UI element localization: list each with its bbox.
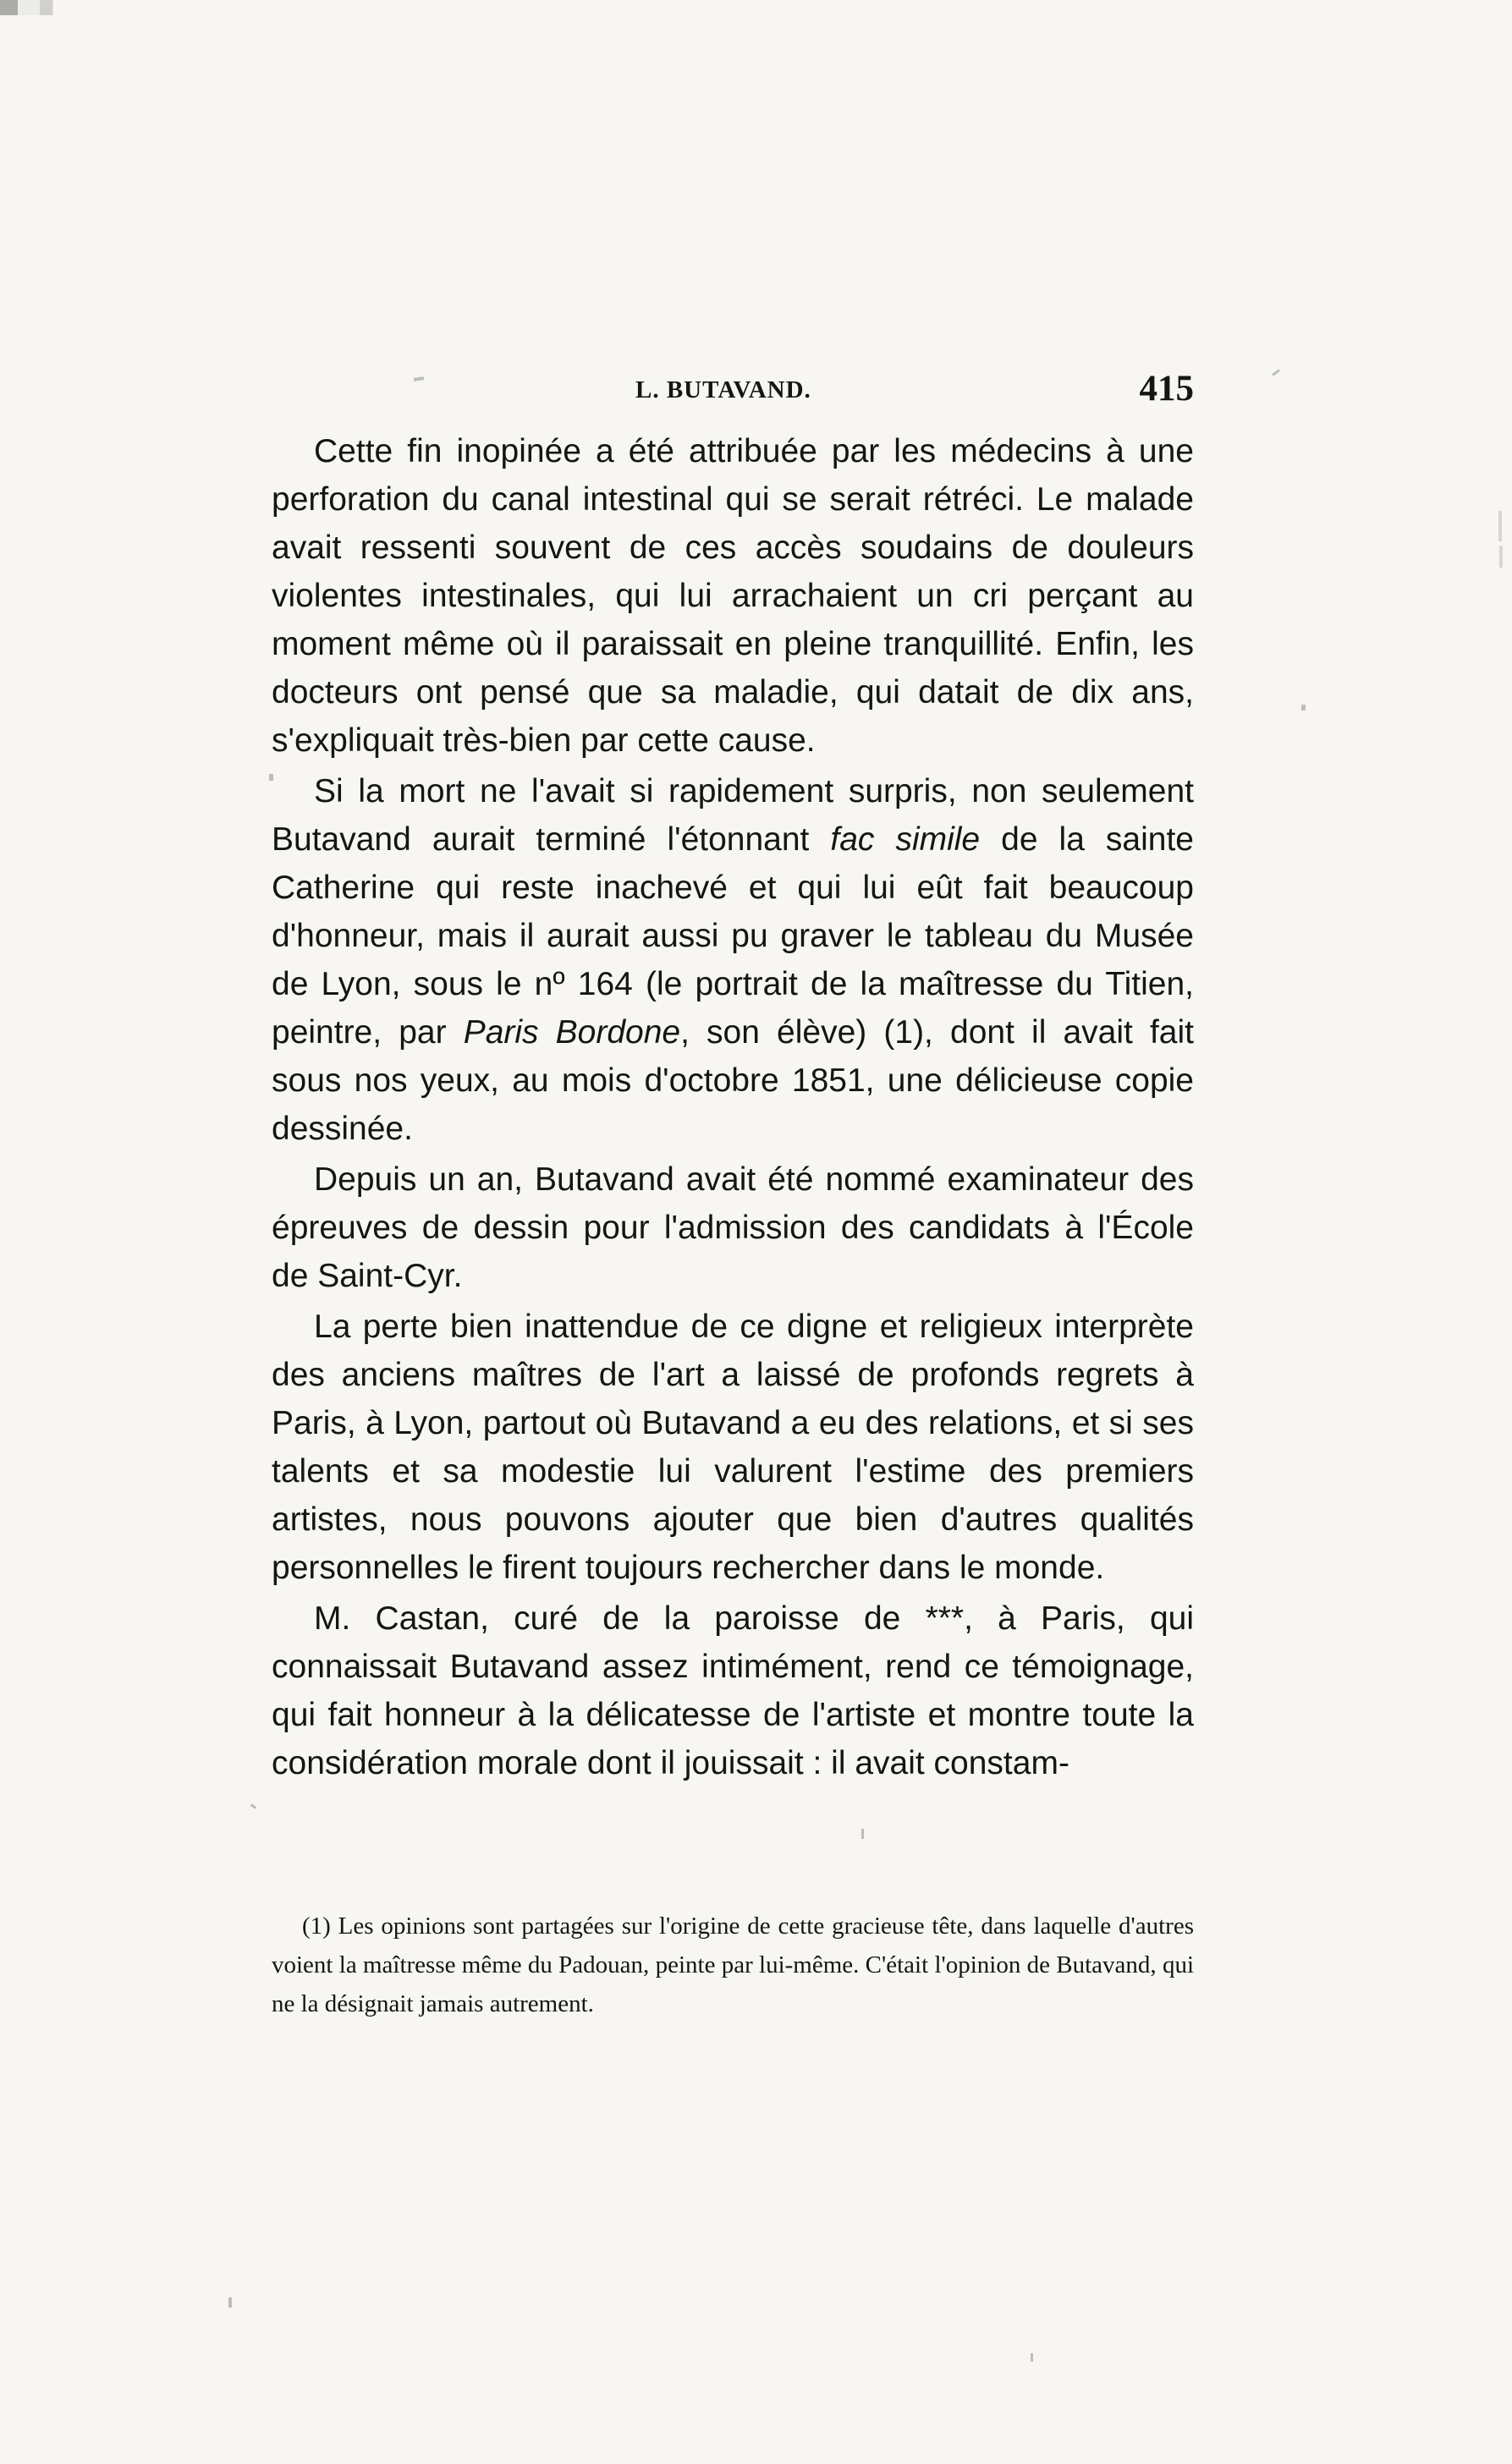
paragraph-text-segment: Si la mort ne l'avait si rapidement surpris, non seulement Butavand aurait terminé l'étonnant [272, 773, 1194, 858]
running-title: L. BUTAVAND. [635, 376, 811, 403]
paragraph-illness: Cette fin inopinée a été attribuée par les médecins à une perforation du canal intestinal qui se serait rétréci. Le malade avait ressenti souvent de ces accès soudains de douleurs violentes intestinales, qui lui arrachaient un cri perçant au moment même où il paraissait en pleine tranquillité. Enfin, les docteurs ont pensé que sa maladie, qui datait de dix ans, s'expliquait très-bien par cette cause. [272, 433, 1194, 759]
paragraph-castan-testimony: M. Castan, curé de la paroisse de ***, à Paris, qui connaissait Butavand assez intimément, rend ce témoignage, qui fait honneur à la délicatesse de l'artiste et montre toute la considération morale dont il jouissait : il avait constam- [272, 1600, 1194, 1781]
page-number: 415 [1139, 369, 1194, 409]
paragraph-text-segment: , son élève) (1), dont il avait fait sous nos yeux, au mois d'octobre 1851, une délicieuse copie dessinée. [272, 1014, 1194, 1147]
footnotes [272, 1907, 1194, 2023]
scan-speck [228, 2297, 232, 2308]
scan-edge-mark [1498, 511, 1502, 541]
paragraph-examiner: Depuis un an, Butavand avait été nommé examinateur des épreuves de dessin pour l'admission des candidats à l'École de Saint-Cyr. [272, 1161, 1194, 1294]
scan-noise-top-left [0, 0, 220, 15]
footnote-1: (1) Les opinions sont partagées sur l'origine de cette gracieuse tête, dans laquelle d'autres voient la maîtresse même du Padouan, peinte par lui-même. C'était l'opinion de Butavand, qui ne la désignait jamais autrement. [272, 1912, 1194, 2017]
scan-edge-mark [1499, 546, 1503, 568]
scan-speck [1272, 369, 1280, 376]
italic-artist-name: Paris Bordone [463, 1014, 681, 1051]
body-text [272, 427, 1194, 1787]
paragraph-text-segment: de la sainte Catherine qui reste inachevé et qui lui eût fait beaucoup d'honneur, mais il aurait aussi pu graver le tableau du Musée de Lyon, sous le nº 164 (le portrait de la maîtresse du Titien, peintre, par [272, 821, 1194, 1051]
scan-speck [861, 1829, 864, 1839]
paragraph-regrets: La perte bien inattendue de ce digne et religieux interprète des anciens maîtres de l'art a laissé de profonds regrets à Paris, à Lyon, partout où Butavand a eu des relations, et si ses talents et sa modestie lui valurent l'estime des premiers artistes, nous pouvons ajouter que bien d'autres qualités personnelles le firent toujours rechercher dans le monde. [272, 1309, 1194, 1586]
scan-speck [1031, 2353, 1033, 2362]
scan-speck [1301, 705, 1306, 711]
paragraph-unfinished-works [272, 767, 1194, 1153]
italic-term: fac simile [830, 821, 981, 858]
running-header [272, 370, 1194, 416]
scan-speck [250, 1803, 256, 1808]
